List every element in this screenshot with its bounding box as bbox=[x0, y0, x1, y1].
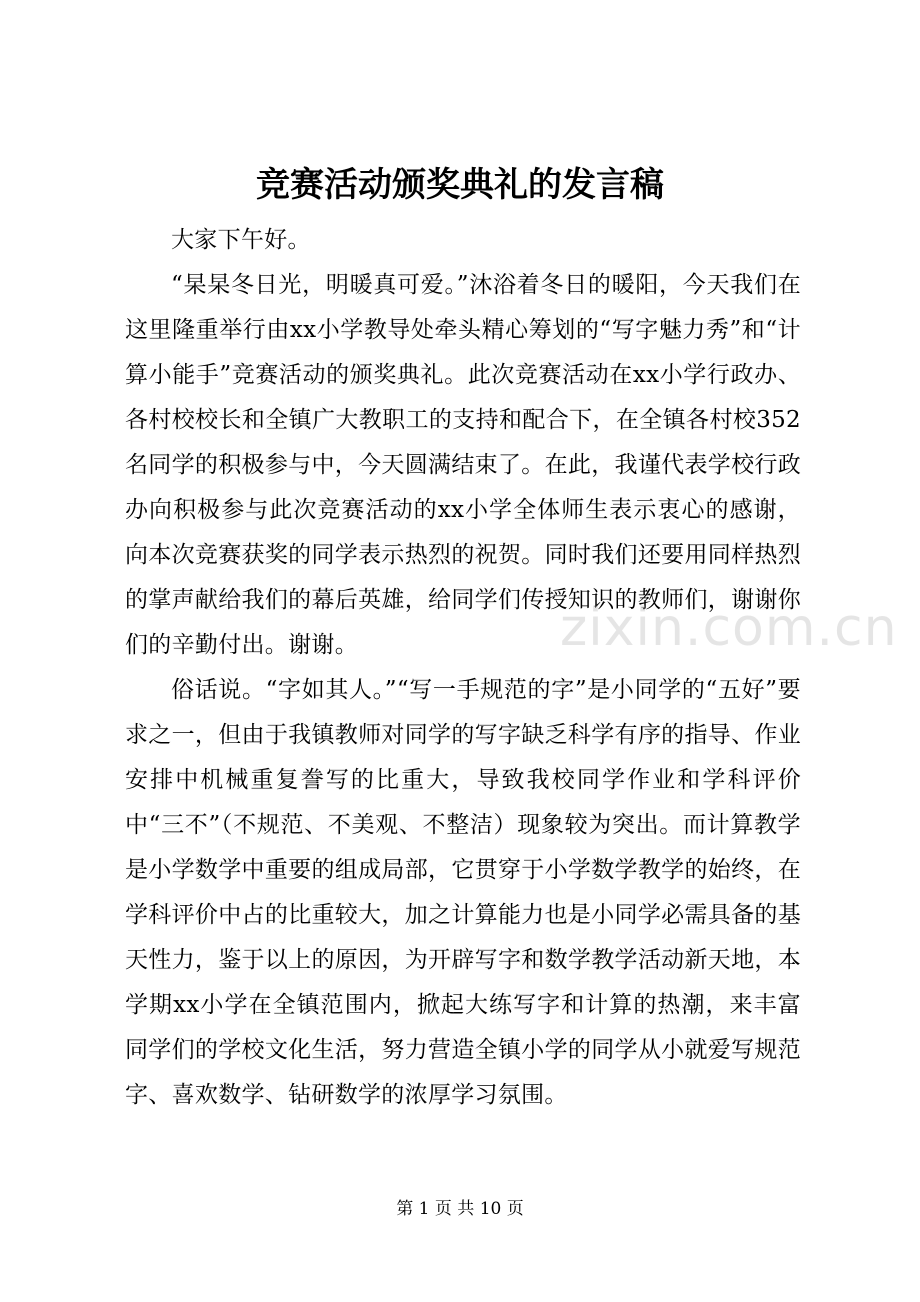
document-body bbox=[125, 218, 801, 1118]
paragraph-background: 俗话说。“字如其人。”“写一手规范的字”是小同学的“五好”要求之一，但由于我镇教师对同学的写字缺乏科学有序的指导、作业安排中机械重复誊写的比重大，导致我校同学作业和学科评价中“三不”（不规范、不美观、不整洁）现象较为突出。而计算教学是小学数学中重要的组成局部，它贯穿于小学数学教学的始终，在学科评价中占的比重较大，加之计算能力也是小同学必需具备的基天性力，鉴于以上的原因，为开辟写字和数学教学活动新天地，本学期xx小学在全镇范围内，掀起大练写字和计算的热潮，来丰富同学们的学校文化生活，努力营造全镇小学的同学从小就爱写规范字、喜欢数学、钻研数学的浓厚学习氛围。 bbox=[125, 677, 801, 1108]
paragraph-opening: “杲杲冬日光，明暖真可爱。”沐浴着冬日的暖阳，今天我们在这里隆重举行由xx小学教导处牵头精心筹划的“写字魅力秀”和“计算小能手”竞赛活动的颁奖典礼。此次竞赛活动在xx小学行政办、各村校校长和全镇广大教职工的支持和配合下，在全镇各村校352名同学的积极参与中，今天圆满结束了。在此，我谨代表学校行政办向积极参与此次竞赛活动的xx小学全体师生表示衷心的感谢，向本次竞赛获奖的同学表示热烈的祝贺。同时我们还要用同样热烈的掌声献给我们的幕后英雄，给同学们传授知识的教师们，谢谢你们的辛勤付出。谢谢。 bbox=[125, 272, 801, 658]
document-title: 竞赛活动颁奖典礼的发言稿 bbox=[256, 165, 664, 205]
page-footer: 第 1 页 共 10 页 bbox=[396, 1199, 524, 1219]
watermark: zixin.com.cn bbox=[560, 598, 898, 658]
paragraph-greeting: 大家下午好。 bbox=[171, 227, 311, 253]
